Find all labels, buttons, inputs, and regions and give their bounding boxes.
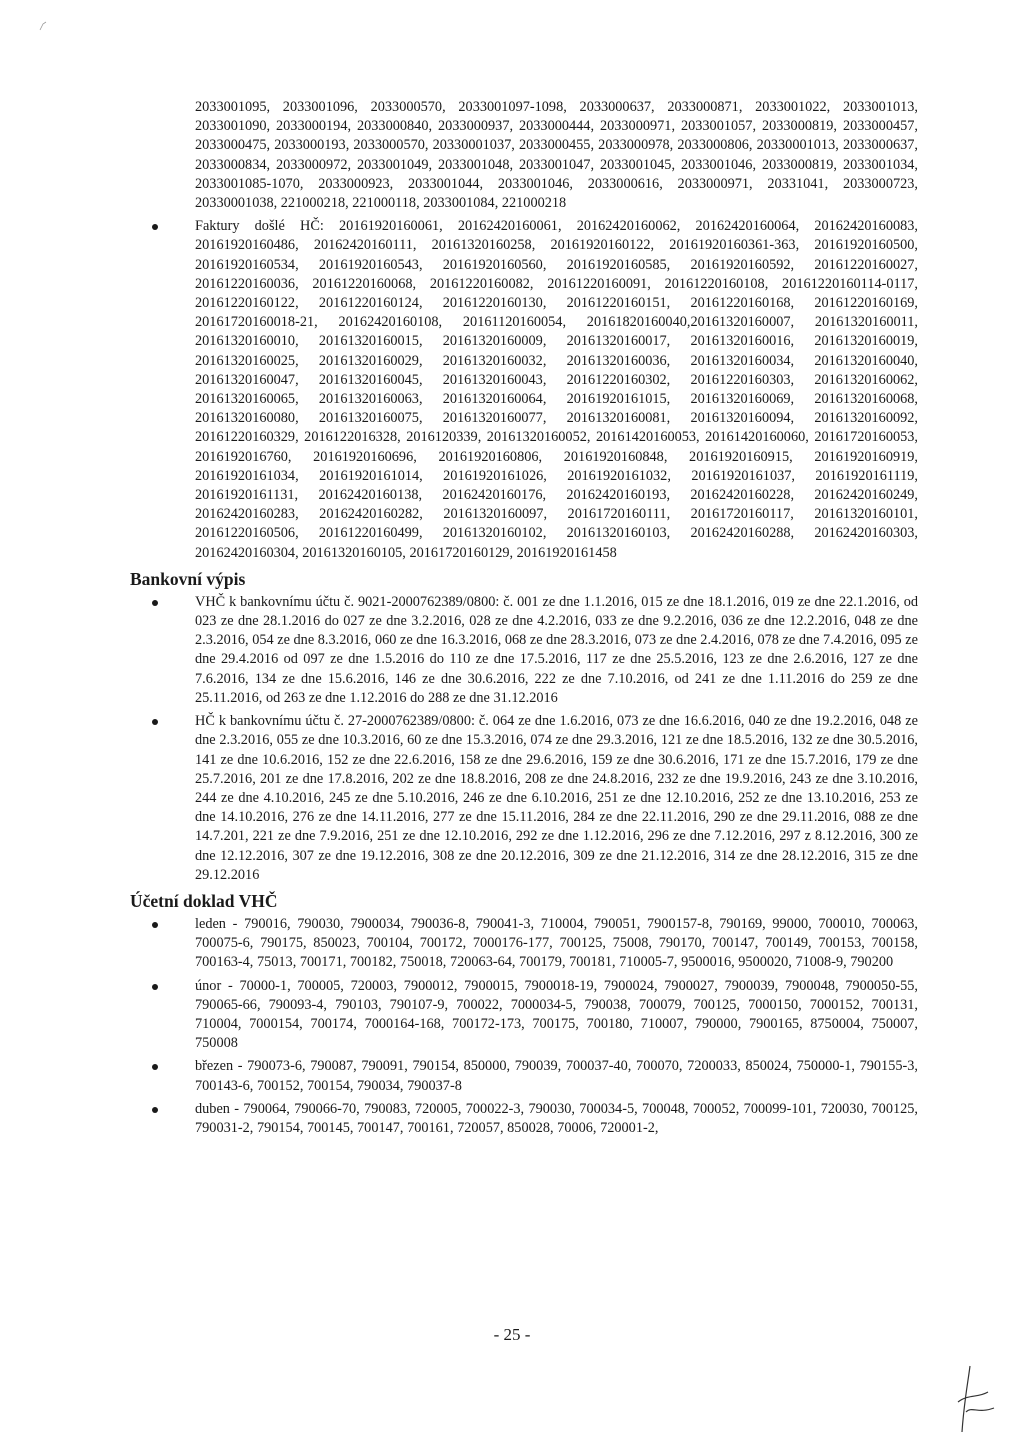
ucetni-item xyxy=(130,1100,918,1138)
bullet-icon xyxy=(152,600,158,606)
ucetni-item-text: leden - 790016, 790030, 7900034, 790036-8, 790041-3, 710004, 790051, 7900157-8, 790169, 99000, 700010, 700063, 700075-6, 790175, 850023, 700104, 700172, 7000176-177, 700125, 75008, 790170, 700147, 700149, 700153, 700158, 700163-4, 75013, 700171, 700182, 750018, 720063-64, 700179, 700181, 710005-7, 9500016, 9500020, 71008-9, 790200 xyxy=(195,915,918,971)
bankovni-item xyxy=(130,712,918,885)
bullet-icon xyxy=(152,1064,158,1070)
invoice-number-list: 2033001095, 2033001096, 2033000570, 2033001097-1098, 2033000637, 2033000871, 2033001022, 2033001013, 2033001090, 2033000194, 2033000840, 2033000937, 2033000444, 2033000971, 2033001057, 2033000819, 2033000457, 2033000475, 2033000193, 2033000570, 20330001037, 2033000455, 2033000978, 2033000806, 20330001013, 2033000637, 2033000834, 2033000972, 2033001049, 2033001048, 2033001047, 2033001045, 2033001046, 2033000819, 2033001034, 2033001085-1070, 2033000923, 2033001044, 2033001046, 2033000616, 2033000971, 20331041, 2033000723, 20330001038, 221000218, 221000118, 2033001084, 221000218 xyxy=(195,99,918,212)
ucetni-item xyxy=(130,915,918,973)
handwritten-signature xyxy=(948,1362,998,1442)
bankovni-item xyxy=(130,593,918,708)
ucetni-item xyxy=(130,1057,918,1095)
page-number: - 25 - xyxy=(493,1325,531,1344)
ucetni-item-text: únor - 70000-1, 700005, 720003, 7900012, 7900015, 7900018-19, 7900024, 7900027, 7900039, 7900048, 7900050-55, 790065-66, 790093-4, 790103, 790107-9, 700022, 7000034-5, 790038, 700079, 700125, 7000150, 7000152, 700131, 710004, 7000154, 700174, 7000164-168, 700172-173, 700175, 700180, 710007, 790000, 7900165, 8750004, 750007, 750008 xyxy=(195,977,918,1052)
document-content xyxy=(130,98,918,1138)
bullet-icon xyxy=(152,984,158,990)
faktury-label: Faktury došlé HČ: xyxy=(195,218,324,235)
corner-mark xyxy=(38,20,48,32)
bankovni-item-text: VHČ k bankovnímu účtu č. 9021-2000762389/0800: č. 001 ze dne 1.1.2016, 015 ze dne 18.1.2016, 019 ze dne 22.1.2016, od 023 ze dne 28.1.2016 do 027 ze dne 3.2.2016, 028 ze dne 4.2.2016, 033 ze dne 9.2.2016, 036 ze dne 12.2.2016, 048 ze dne 2.3.2016, 054 ze dne 8.3.2016, 060 ze dne 16.3.2016, 068 ze dne 28.3.2016, 073 ze dne 2.4.2016, 078 ze dne 7.4.2016, 095 ze dne 29.4.2016 od 097 ze dne 1.5.2016 do 110 ze dne 17.5.2016, 117 ze dne 25.5.2016, 123 ze dne 2.6.2016, 127 ze dne 7.6.2016, 134 ze dne 15.6.2016, 146 ze dne 30.6.2016, 222 ze dne 7.10.2016, od 241 ze dne 1.11.2016 do 259 ze dne 25.11.2016, od 263 ze dne 1.12.2016 do 288 ze dne 31.12.2016 xyxy=(195,593,918,706)
bullet-icon xyxy=(152,224,158,230)
bankovni-heading: Bankovní výpis xyxy=(130,568,246,589)
bankovni-item-text: HČ k bankovnímu účtu č. 27-2000762389/0800: č. 064 ze dne 1.6.2016, 073 ze dne 16.6.2016, 040 ze dne 19.2.2016, 048 ze dne 2.3.2016, 055 ze dne 10.3.2016, 60 ze dne 15.3.2016, 074 ze dne 29.3.2016, 121 ze dne 18.5.2016, 132 ze dne 30.5.2016, 141 ze dne 10.6.2016, 152 ze dne 22.6.2016, 158 ze dne 29.6.2016, 159 ze dne 30.6.2016, 171 ze dne 15.7.2016, 179 ze dne 25.7.2016, 201 ze dne 17.8.2016, 202 ze dne 18.8.2016, 208 ze dne 24.8.2016, 232 ze dne 19.9.2016, 243 ze dne 3.10.2016, 244 ze dne 4.10.2016, 245 ze dne 5.10.2016, 246 ze dne 6.10.2016, 251 ze dne 12.10.2016, 252 ze dne 13.10.2016, 253 ze dne 14.10.2016, 276 ze dne 14.11.2016, 277 ze dne 15.11.2016, 284 ze dne 22.11.2016, 290 ze dne 29.11.2016, 088 ze dne 14.7.201, 221 ze dne 7.9.2016, 251 ze dne 12.10.2016, 292 ze dne 1.12.2016, 296 ze dne 7.12.2016, 297 z 8.12.2016, 300 ze dne 12.12.2016, 307 ze dne 19.12.2016, 308 ze dne 20.12.2016, 309 ze dne 21.12.2016, 314 ze dne 28.12.2016, 315 ze dne 29.12.2016 xyxy=(195,713,918,883)
ucetni-item-text: duben - 790064, 790066-70, 790083, 720005, 700022-3, 790030, 700034-5, 700048, 700052, 700099-101, 720030, 700125, 790031-2, 790154, 700145, 700147, 700161, 720057, 850028, 70006, 720001-2, xyxy=(195,1100,918,1136)
bullet-icon xyxy=(152,719,158,725)
faktury-item xyxy=(130,217,918,563)
ucetni-item-text: březen - 790073-6, 790087, 790091, 790154, 850000, 790039, 700037-40, 700070, 7200033, 850024, 750000-1, 790155-3, 700143-6, 700152, 700154, 790034, 790037-8 xyxy=(195,1058,918,1094)
ucetni-heading: Účetní doklad VHČ xyxy=(130,890,278,911)
ucetni-item xyxy=(130,977,918,1054)
bullet-icon xyxy=(152,1107,158,1113)
faktury-numbers: 20161920160061, 20162420160061, 20162420160062, 20162420160064, 20162420160083, 20161920160486, 20162420160111, 20161320160258, 20161920160122, 20161920160361-363, 20161920160500, 20161920160534, 20161920160543, 20161920160560, 20161920160585, 20161920160592, 20161220160027, 20161220160036, 20161220160068, 20161220160082, 20161220160091, 20161220160108, 20161220160114-0117, 20161220160122, 20161220160124, 20161220160130, 20161220160151, 20161220160168, 20161220160169, 20161720160018-21, 20162420160108, 20161120160054, 20161820160040,20161320160007, 20161320160011, 20161320160010, 20161320160015, 20161320160009, 20161320160017, 20161320160016, 20161320160019, 20161320160025, 20161320160029, 20161320160032, 20161320160036, 20161320160034, 20161320160040, 20161320160047, 20161320160045, 20161320160043, 20161220160302, 20161220160303, 20161320160062, 20161320160065, 20161320160063, 20161320160064, 20161920161015, 20161320160069, 20161320160068, 20161320160080, 20161320160075, 20161320160077, 20161320160081, 20161320160094, 20161320160092, 20161220160329, 2016122016328, 2016120339, 20161320160052, 20161420160053, 20161420160060, 20161720160053, 2016192016760, 20161920160696, 20161920160806, 20161920160848, 20161920160915, 20161920160919, 20161920161034, 20161920161014, 20161920161026, 20161920161032, 20161920161037, 20161920161119, 20161920161131, 20162420160138, 20162420160176, 20162420160193, 20162420160228, 20162420160249, 20162420160283, 20162420160282, 20161320160097, 20161720160111, 20161720160117, 20161320160101, 20161220160506, 20161220160499, 20161320160102, 20161320160103, 20162420160288, 20162420160303, 20162420160304, 20161320160105, 20161720160129, 20161920161458 xyxy=(195,218,919,561)
bullet-icon xyxy=(152,922,158,928)
